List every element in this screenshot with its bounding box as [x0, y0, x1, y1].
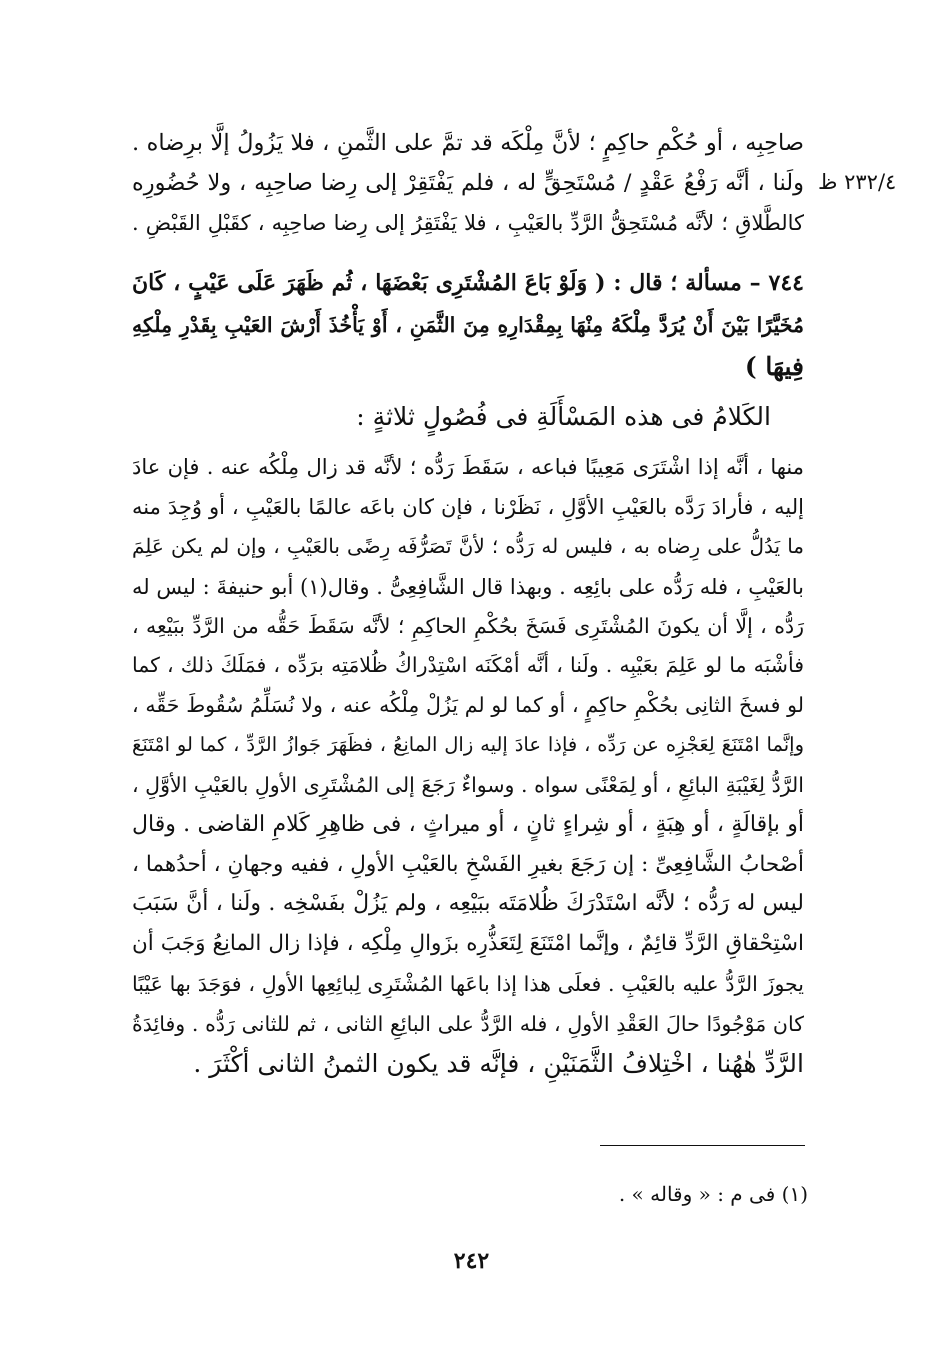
- text-line: ما يَدُلُّ على رِضاه به ، فليس له رَدُّه ؛ لأنَّ تَصَرُّفَه رِضًى بالعَيْبِ ، وإن لم يكن عَلِمَ: [132, 534, 804, 558]
- margin-reference: ٢٣٢/٤ ظ: [818, 170, 897, 194]
- page-number: ٢٤٢: [453, 1248, 490, 1274]
- text-line: منها ، أنَّه إذا اشْتَرَى مَعِيبًا فباعه ، سَقَطَ رَدُّه ؛ لأنَّه قد زال مِلْكُه عنه . فإن عادَ: [132, 455, 804, 479]
- text-line: لو فسخَ الثانِى بحُكْمِ حاكِمٍ ، أو كما لو لم يَزُلْ مِلْكُه عنه ، ولا نُسَلِّمُ سُقُوطَ حَقِّه ،: [132, 693, 804, 717]
- text-line: الرَّدِّ هٰهُنا ، اخْتِلافُ الثَّمَنَيْنِ ، فإنَّه قد يكون الثمنُ الثانى أكْثَرَ .: [193, 1049, 804, 1078]
- issue-heading-line: مُخَيَّرًا بَيْنَ أَنْ يُرَدَّ مِلْكَهُ مِنْهَا بِمِقْدَارِهِ مِنَ الثَّمَنِ ، أَوْ يَأْخُذَ أَرْشَ العَيْبِ بِقَدْرِ مِلْكِهِ: [132, 313, 804, 337]
- text-line: فأشْبَه ما لو عَلِمَ بعَيْبِه . ولَنا ، أنَّه أمْكَنَه اسْتِدْراكُ ظُلامَتِه برَدِّه ، فمَلَكَ ذلك ، كما: [132, 653, 804, 677]
- footnote-divider: [600, 1145, 805, 1146]
- text-line: اسْتِحْقاقِ الرَّدِّ قائِمٌ ، وإنَّما امْتَنَعَ لِتَعَذُّرِه بزَوالِ مِلْكِه ، فإذا زال المانِعُ وَجَبَ أن: [132, 931, 804, 956]
- text-line: أو بإقالَةٍ ، أو هِبَةٍ ، أو شِراءٍ ثانٍ ، أو ميراثٍ ، فى ظاهِرِ كَلامِ القاضى . وقال: [132, 812, 804, 837]
- text-line: وإنَّما امْتَنَعَ لِعَجْزِه عن رَدِّه ، فإذا عادَ إليه زال المانِعُ ، فظَهَرَ جَوازُ الرَّدِّ ، كما لو امْتَنَعَ: [132, 733, 804, 756]
- text-line: إليه ، فأرادَ رَدَّه بالعَيْبِ الأوَّلِ ، نَظَرْنا ، فإن كان باعَه عالمًا بالعَيْبِ ، أو وُجِدَ منه: [132, 495, 804, 519]
- issue-heading-line: فِيهَا ): [744, 352, 804, 381]
- footnote: (١) فى م : « وقاله » .: [618, 1182, 808, 1206]
- text-line: صاحِبِه ، أو حُكْمِ حاكِمٍ ؛ لأنَّ مِلْكَه قد تمَّ على الثَّمنِ ، فلا يَزُولُ إلَّا برِضاه .: [132, 130, 804, 156]
- issue-heading-line: ٧٤٤ – مسألة ؛ قال : ( وَلَوْ بَاعَ المُشْتَرِى بَعْضَهَا ، ثُم ظَهَرَ عَلَى عَيْبٍ ، كَانَ: [132, 270, 804, 296]
- text-line: الرَّدُّ لِغَيْبَةِ البائِعِ ، أو لِمَعْنًى سواه . وسواءٌ رَجَعَ إلى المُشْتَرِى الأولِ بالعَيْبِ الأوَّلِ ،: [132, 773, 804, 797]
- text-line: يجوزَ الرَّدُّ عليه بالعَيْبِ . فعلَى هذا إذا باعَها المُشْتَرِى لِبائِعِها الأولِ ، فوَجَدَ بها عَيْبًا: [132, 972, 804, 996]
- text-line: رَدُّه ، إلَّا أن يكونَ المُشْتَرِى فَسَخَ بحُكْمِ الحاكِمِ ؛ لأنَّه سَقَطَ حَقُّه من الرَّدِّ ببَيْعِه ،: [132, 614, 804, 638]
- text-line: كالطَّلاقِ ؛ لأنَّه مُسْتَحِقُّ الرَّدِّ بالعَيْبِ ، فلا يَفْتَقِرُ إلى رِضا صاحِبِه ، كقَبْلِ القَبْضِ .: [132, 211, 804, 235]
- text-line: أصْحابُ الشَّافِعِىِّ : إن رَجَعَ بغيرِ الفَسْخِ بالعَيْبِ الأولِ ، ففيه وجهانِ ، أحدُهما ،: [132, 852, 804, 877]
- text-line: كان مَوْجُودًا حالَ العَقْدِ الأولِ ، فله الرَّدُّ على البائِعِ الثانى ، ثم للثانى رَدُّه . وفائِدَةُ: [132, 1012, 804, 1036]
- text-line: بالعَيْبِ ، فله رَدُّه على بائِعِه . وبهذا قال الشَّافِعِىُّ . وقال(١) أبو حنيفةَ : ليس له: [132, 575, 805, 599]
- text-line: ليس له رَدُّه ؛ لأنَّه اسْتَدْرَكَ ظُلامَتَه ببَيْعِه ، ولم يَزُلْ بفَسْخِه . ولَنا ، أنَّ سَبَبَ: [132, 891, 804, 916]
- text-line: ولَنا ، أنَّه رَفْعُ عَقْدٍ / مُسْتَحِقٍّ له ، فلم يَفْتَقِرْ إلى رِضا صاحِبِه ، ولا حُضُورِه: [132, 170, 804, 196]
- intro-line: الكَلامُ فى هذه المَسْأَلَةِ فى فُصُولٍ ثلاثةٍ :: [356, 402, 771, 431]
